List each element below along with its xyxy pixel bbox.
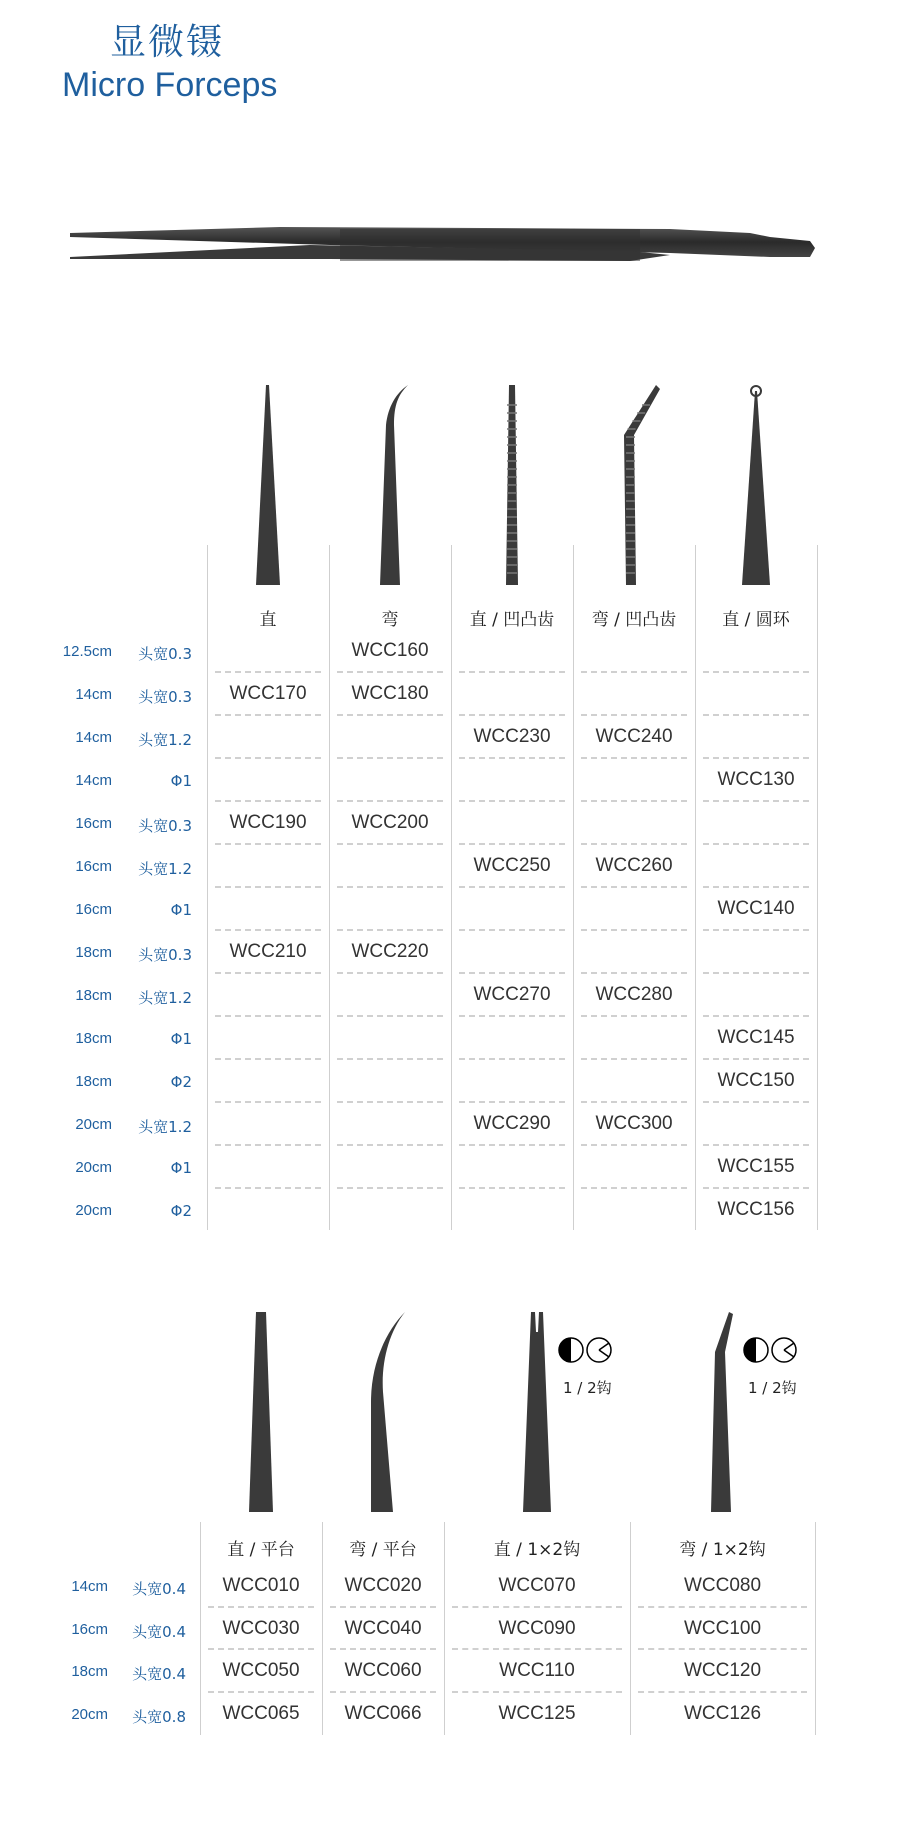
row-divider bbox=[337, 757, 443, 759]
row-divider bbox=[215, 1187, 321, 1189]
row-divider bbox=[581, 757, 687, 759]
row-divider bbox=[330, 1691, 436, 1693]
row-divider bbox=[703, 714, 809, 716]
model-cell: WCC080 bbox=[683, 1575, 762, 1596]
row-spec: 头宽1.2 bbox=[138, 1118, 192, 1136]
row-divider bbox=[337, 929, 443, 931]
column-header: 直 / 1×2钩 bbox=[493, 1540, 581, 1560]
model-cell: WCC280 bbox=[595, 984, 673, 1005]
forceps-tip-image bbox=[238, 385, 298, 589]
row-spec: 头宽0.4 bbox=[132, 1665, 186, 1683]
row-length: 14cm bbox=[71, 1578, 108, 1595]
model-cell: WCC066 bbox=[344, 1702, 422, 1724]
model-cell: WCC180 bbox=[351, 683, 429, 704]
row-divider bbox=[581, 972, 687, 974]
row-divider bbox=[459, 929, 565, 931]
row-spec: Φ1 bbox=[170, 772, 192, 790]
model-cell: WCC060 bbox=[344, 1660, 422, 1681]
row-length: 18cm bbox=[71, 1663, 108, 1680]
row-spec: 头宽0.8 bbox=[132, 1707, 186, 1726]
model-cell: WCC156 bbox=[717, 1199, 795, 1220]
column-divider bbox=[815, 1522, 816, 1735]
row-spec: 头宽1.2 bbox=[138, 989, 192, 1007]
row-divider bbox=[337, 972, 443, 974]
row-divider bbox=[215, 1058, 321, 1060]
row-divider bbox=[581, 800, 687, 802]
page-title-cn: 显微镊 bbox=[110, 22, 225, 63]
column-header: 弯 / 凹凸齿 bbox=[591, 610, 677, 630]
forceps-tip-image bbox=[360, 385, 420, 589]
row-divider bbox=[215, 886, 321, 888]
row-divider bbox=[703, 1015, 809, 1017]
row-spec: 头宽1.2 bbox=[138, 731, 192, 749]
row-divider bbox=[459, 886, 565, 888]
row-spec: Φ1 bbox=[170, 1159, 192, 1177]
forceps-tip-image bbox=[726, 385, 786, 589]
row-divider bbox=[452, 1648, 622, 1650]
row-length: 16cm bbox=[71, 1620, 108, 1638]
model-cell: WCC140 bbox=[717, 898, 795, 919]
row-length: 20cm bbox=[75, 1159, 112, 1176]
row-divider bbox=[215, 671, 321, 673]
model-cell: WCC130 bbox=[717, 769, 795, 790]
row-divider bbox=[215, 714, 321, 716]
row-spec: 头宽0.4 bbox=[132, 1580, 186, 1598]
row-divider bbox=[581, 1058, 687, 1060]
column-divider bbox=[817, 545, 818, 1230]
row-divider bbox=[208, 1648, 314, 1650]
row-divider bbox=[337, 1187, 443, 1189]
row-divider bbox=[215, 757, 321, 759]
row-divider bbox=[581, 1015, 687, 1017]
row-divider bbox=[337, 1058, 443, 1060]
row-divider bbox=[215, 800, 321, 802]
row-length: 18cm bbox=[75, 1030, 112, 1047]
row-divider bbox=[215, 1144, 321, 1146]
row-length: 16cm bbox=[75, 901, 112, 918]
model-cell: WCC230 bbox=[473, 726, 551, 747]
forceps-hero-image bbox=[70, 215, 830, 275]
row-spec: Φ2 bbox=[170, 1202, 192, 1220]
row-spec: 头宽0.4 bbox=[132, 1622, 186, 1641]
model-cell: WCC010 bbox=[222, 1575, 300, 1596]
row-divider bbox=[638, 1606, 807, 1608]
row-length: 18cm bbox=[75, 1073, 112, 1090]
row-divider bbox=[459, 843, 565, 845]
row-divider bbox=[459, 972, 565, 974]
model-cell: WCC220 bbox=[351, 941, 429, 962]
model-cell: WCC100 bbox=[683, 1617, 762, 1639]
row-length: 20cm bbox=[71, 1705, 108, 1723]
row-divider bbox=[459, 757, 565, 759]
row-divider bbox=[703, 1058, 809, 1060]
row-divider bbox=[581, 843, 687, 845]
row-divider bbox=[581, 1101, 687, 1103]
row-divider bbox=[459, 1144, 565, 1146]
hook-diagram-icon bbox=[555, 1335, 615, 1369]
row-spec: Φ1 bbox=[170, 1030, 192, 1048]
row-divider bbox=[703, 843, 809, 845]
model-cell: WCC040 bbox=[344, 1617, 422, 1639]
row-divider bbox=[459, 1101, 565, 1103]
row-length: 14cm bbox=[75, 686, 112, 703]
row-divider bbox=[337, 1101, 443, 1103]
row-divider bbox=[581, 1144, 687, 1146]
model-cell: WCC020 bbox=[344, 1575, 422, 1596]
model-cell: WCC270 bbox=[473, 984, 551, 1005]
model-cell: WCC110 bbox=[499, 1660, 575, 1681]
forceps-tip-image bbox=[482, 385, 542, 589]
column-header: 直 / 圆环 bbox=[722, 610, 790, 630]
row-divider bbox=[703, 757, 809, 759]
row-divider bbox=[337, 1144, 443, 1146]
row-divider bbox=[215, 972, 321, 974]
model-cell: WCC125 bbox=[498, 1702, 576, 1724]
model-cell: WCC120 bbox=[683, 1660, 762, 1681]
row-divider bbox=[703, 800, 809, 802]
row-length: 14cm bbox=[75, 772, 112, 789]
row-divider bbox=[330, 1606, 436, 1608]
forceps-tip-image bbox=[231, 1312, 291, 1516]
model-cell: WCC065 bbox=[222, 1702, 300, 1724]
row-divider bbox=[459, 1058, 565, 1060]
row-divider bbox=[208, 1606, 314, 1608]
column-header: 弯 bbox=[381, 610, 399, 630]
row-divider bbox=[581, 671, 687, 673]
model-cell: WCC300 bbox=[595, 1113, 673, 1134]
row-spec: 头宽0.3 bbox=[138, 946, 192, 964]
model-cell: WCC240 bbox=[595, 726, 673, 747]
column-header: 直 bbox=[259, 610, 277, 630]
row-length: 18cm bbox=[75, 944, 112, 961]
hook-note: 1 / 2钩 bbox=[748, 1379, 797, 1397]
row-divider bbox=[459, 1015, 565, 1017]
model-cell: WCC145 bbox=[717, 1027, 795, 1048]
row-divider bbox=[703, 1144, 809, 1146]
row-divider bbox=[459, 714, 565, 716]
column-divider bbox=[695, 545, 696, 1230]
row-divider bbox=[215, 1015, 321, 1017]
column-divider bbox=[207, 545, 208, 1230]
model-cell: WCC250 bbox=[473, 855, 551, 876]
model-cell: WCC170 bbox=[229, 683, 307, 704]
model-cell: WCC126 bbox=[683, 1702, 762, 1724]
row-spec: 头宽0.3 bbox=[138, 688, 192, 706]
column-header: 弯 / 1×2钩 bbox=[679, 1540, 766, 1560]
model-cell: WCC150 bbox=[717, 1070, 795, 1091]
row-divider bbox=[581, 714, 687, 716]
row-length: 20cm bbox=[75, 1202, 112, 1219]
row-spec: 头宽0.3 bbox=[138, 817, 192, 835]
forceps-tip-image bbox=[604, 385, 664, 589]
model-cell: WCC030 bbox=[222, 1617, 300, 1639]
row-spec: Φ2 bbox=[170, 1073, 192, 1091]
row-divider bbox=[337, 843, 443, 845]
column-header: 弯 / 平台 bbox=[349, 1540, 417, 1560]
row-divider bbox=[337, 800, 443, 802]
row-spec: 头宽1.2 bbox=[138, 860, 192, 878]
row-length: 20cm bbox=[75, 1116, 112, 1133]
model-cell: WCC090 bbox=[498, 1617, 576, 1639]
column-header: 直 / 凹凸齿 bbox=[469, 610, 555, 630]
model-cell: WCC160 bbox=[351, 640, 429, 661]
row-divider bbox=[215, 843, 321, 845]
row-divider bbox=[330, 1648, 436, 1650]
row-divider bbox=[337, 886, 443, 888]
row-divider bbox=[337, 1015, 443, 1017]
row-divider bbox=[337, 714, 443, 716]
model-cell: WCC190 bbox=[229, 812, 307, 833]
row-length: 14cm bbox=[75, 729, 112, 746]
row-divider bbox=[215, 929, 321, 931]
row-divider bbox=[703, 886, 809, 888]
row-divider bbox=[703, 972, 809, 974]
row-divider bbox=[581, 1187, 687, 1189]
row-divider bbox=[581, 886, 687, 888]
model-cell: WCC155 bbox=[717, 1156, 795, 1177]
row-length: 12.5cm bbox=[62, 643, 112, 660]
row-length: 16cm bbox=[75, 815, 112, 832]
row-divider bbox=[459, 671, 565, 673]
model-cell: WCC210 bbox=[229, 941, 307, 962]
row-divider bbox=[452, 1691, 622, 1693]
model-cell: WCC260 bbox=[595, 855, 673, 876]
model-cell: WCC200 bbox=[351, 812, 429, 833]
row-divider bbox=[638, 1691, 807, 1693]
row-divider bbox=[638, 1648, 807, 1650]
row-divider bbox=[215, 1101, 321, 1103]
row-length: 18cm bbox=[75, 987, 112, 1004]
row-divider bbox=[208, 1691, 314, 1693]
row-divider bbox=[581, 929, 687, 931]
row-divider bbox=[459, 1187, 565, 1189]
row-divider bbox=[452, 1606, 622, 1608]
hook-diagram-icon bbox=[740, 1335, 800, 1369]
row-spec: Φ1 bbox=[170, 901, 192, 919]
row-length: 16cm bbox=[75, 858, 112, 875]
row-divider bbox=[703, 671, 809, 673]
hook-note: 1 / 2钩 bbox=[563, 1379, 612, 1397]
row-divider bbox=[459, 800, 565, 802]
model-cell: WCC050 bbox=[222, 1660, 300, 1681]
column-header: 直 / 平台 bbox=[227, 1540, 295, 1560]
row-divider bbox=[703, 929, 809, 931]
model-cell: WCC290 bbox=[473, 1113, 551, 1134]
page-title-en: Micro Forceps bbox=[62, 66, 278, 104]
row-divider bbox=[337, 671, 443, 673]
row-divider bbox=[703, 1101, 809, 1103]
model-cell: WCC070 bbox=[498, 1575, 576, 1596]
forceps-tip-image bbox=[353, 1312, 413, 1516]
row-spec: 头宽0.3 bbox=[138, 645, 192, 663]
row-divider bbox=[703, 1187, 809, 1189]
